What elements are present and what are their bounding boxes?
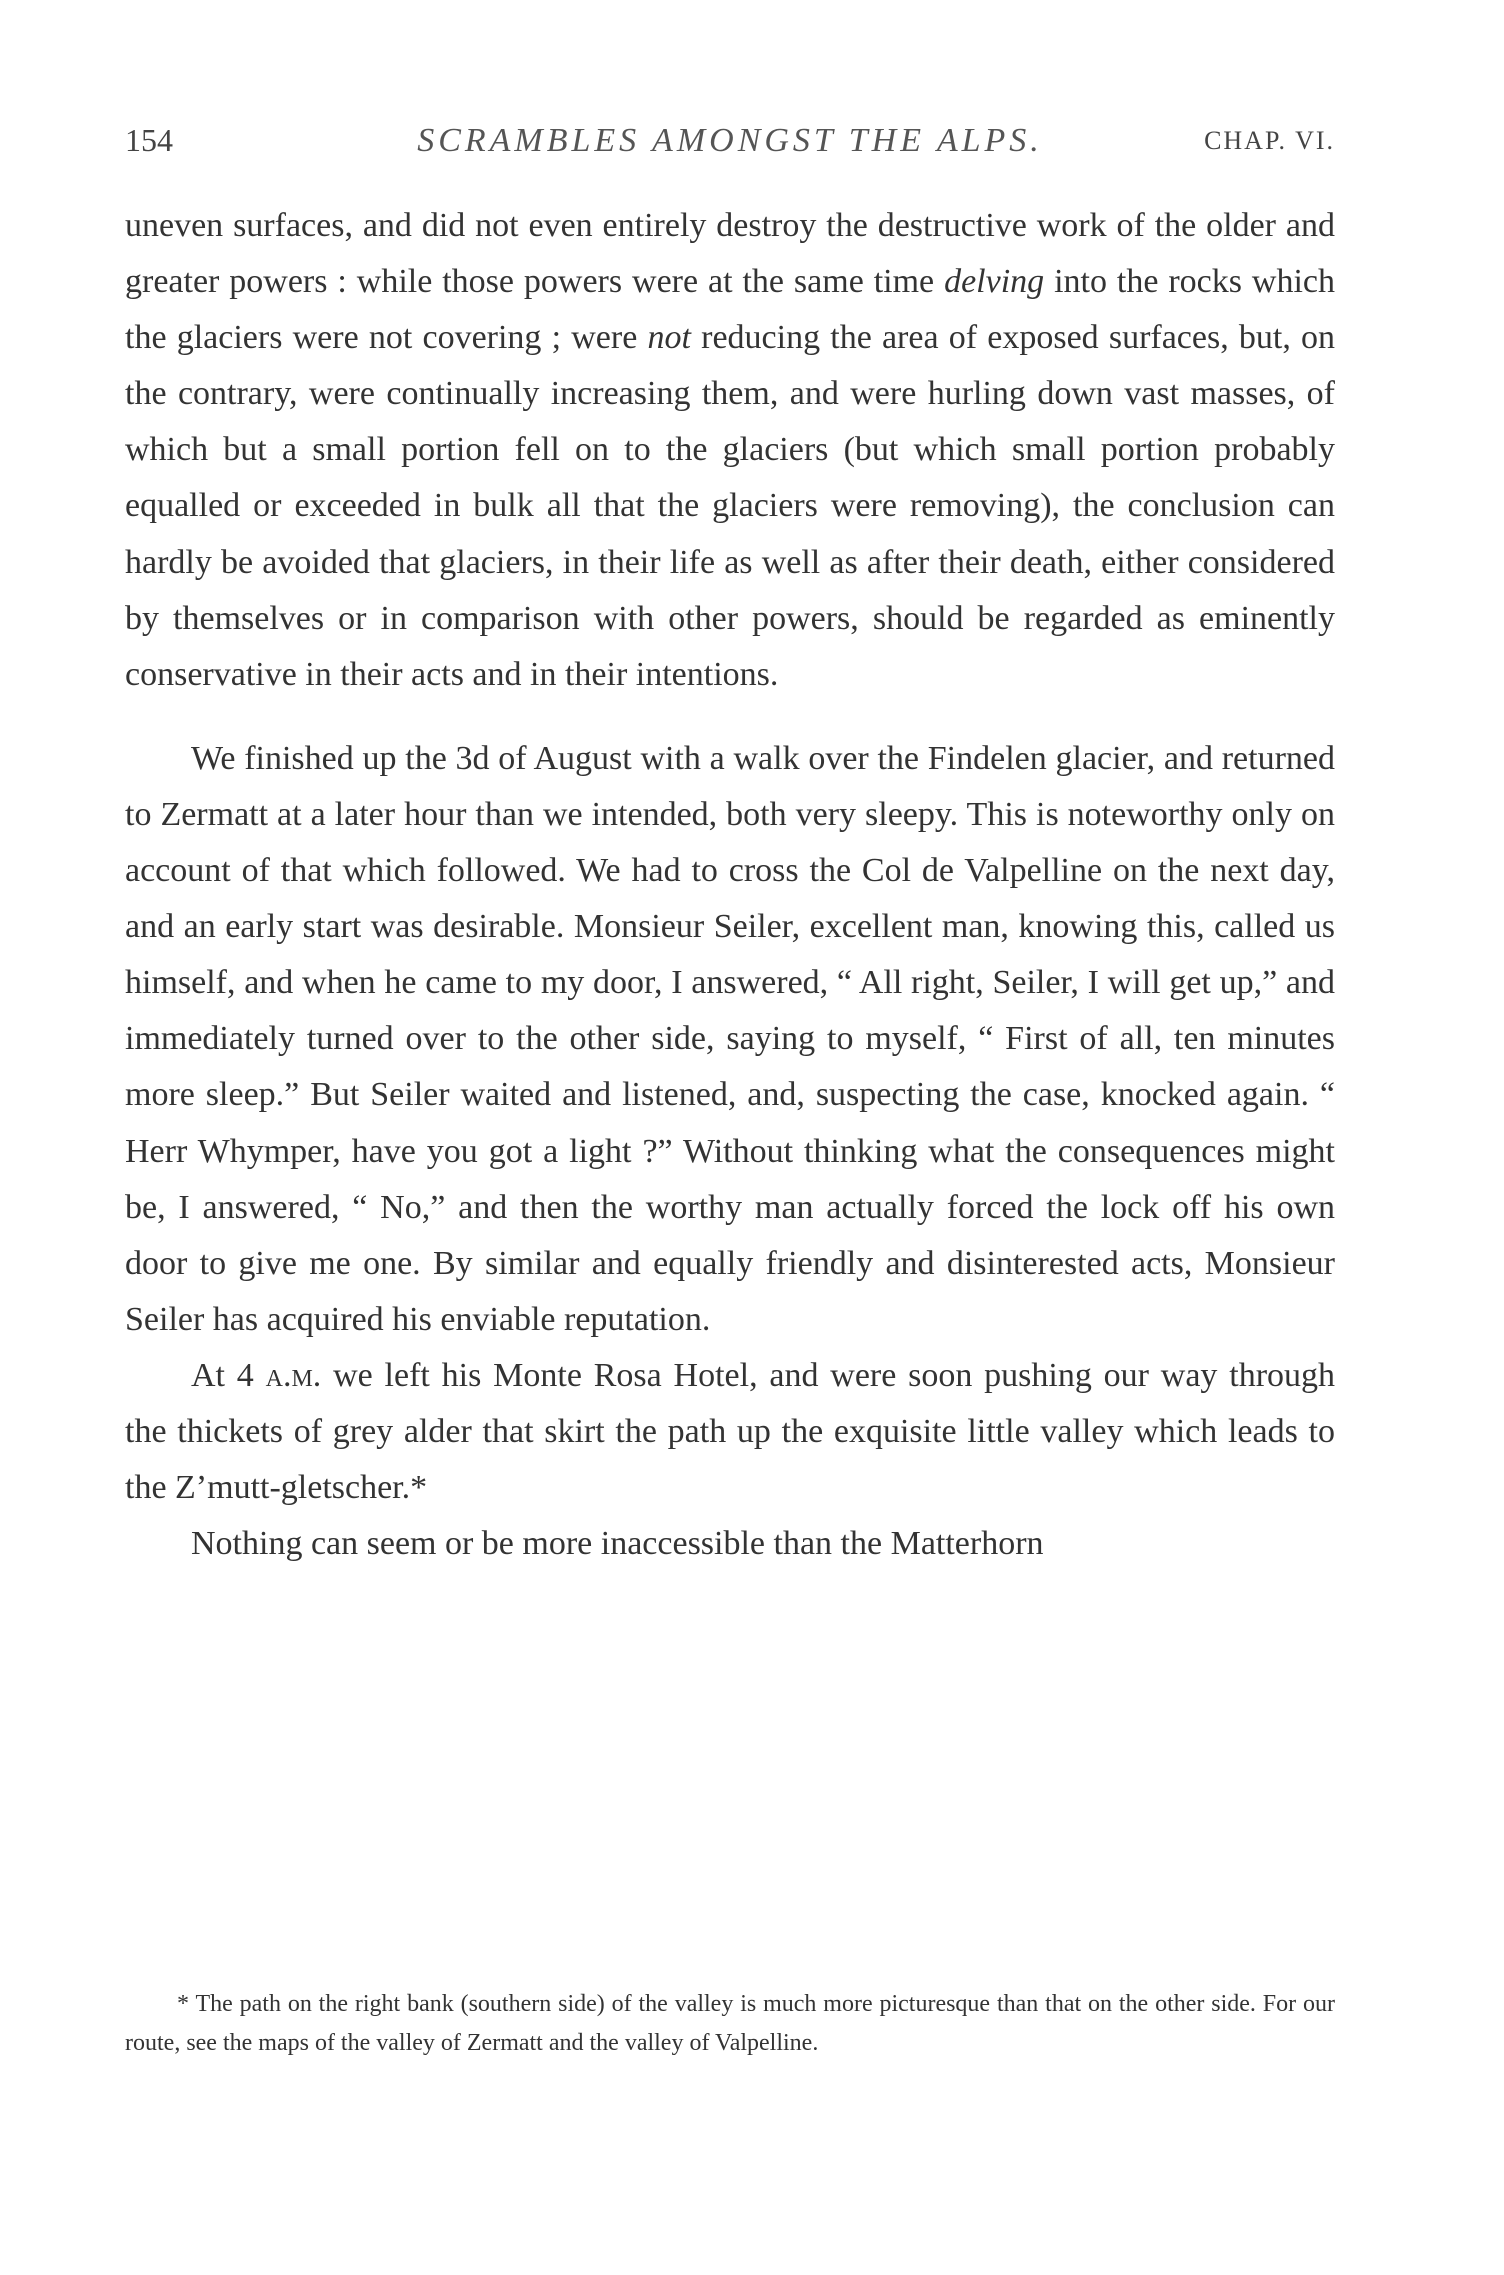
paragraph-1-text-a: uneven surfaces, and did not even entirely destroy the destructive work of the older and greater powers : while those powers were at the same time — [125, 207, 1335, 301]
emphasis-not: not — [647, 319, 691, 357]
running-head — [125, 122, 1335, 172]
emphasis-delving: delving — [944, 263, 1045, 301]
footnote — [125, 1985, 1335, 2063]
time-am: a.m. — [265, 1356, 322, 1394]
paragraph-3 — [125, 1348, 1335, 1516]
paragraph-1-text-b: into the rocks which the glaciers were not covering ; were — [125, 263, 1336, 357]
paragraph-4: Nothing can seem or be more inaccessible than the Matterhorn — [191, 1525, 1044, 1563]
paragraph-2: We finished up the 3d of August with a walk over the Findelen glacier, and returned to Zermatt at a later hour than we intended, both very sleepy. This is noteworthy only on account of that which followed. We had to cross the Col de Valpelline on the next day, and an early start was desirable. Monsieur Seiler, excellent man, knowing this, called us himself, and when he came to my door, I answered, “ All right, Seiler, I will get up,” and immediately turned over to the other side, saying to myself, “ First of all, ten minutes more sleep.” But Seiler waited and listened, and, suspecting the case, knocked again. “ Herr Whymper, have you got a light ?” Without thinking what the consequences might be, I answered, “ No,” and then the worthy man actually forced the lock off his own door to give me one. By similar and equally friendly and disinterested acts, Monsieur Seiler has acquired his enviable reputation. — [125, 739, 1335, 1338]
chapter-label: CHAP. VI. — [1204, 126, 1335, 155]
body-text — [125, 198, 1335, 1572]
paragraph-3-text-b: we left his Monte Rosa Hotel, and were soon pushing our way through the thickets of grey alder that skirt the path up the exquisite little valley which leads to the Z’mutt-gletscher.* — [125, 1356, 1336, 1507]
paragraph-1 — [125, 198, 1335, 703]
page-number: 154 — [125, 122, 173, 158]
running-title: SCRAMBLES AMONGST THE ALPS. — [417, 122, 1043, 159]
paragraph-1-text-c: reducing the area of exposed surfaces, but, on the contrary, were continually increasing them, and were hurling down vast masses, of which but a small portion fell on to the glaciers (but which small portion probably equalled or exceeded in bulk all that the glaciers were removing), the conclusion can hardly be avoided that glaciers, in their life as well as after their death, either considered by themselves or in comparison with other powers, should be regarded as eminently conservative in their acts and in their intentions. — [125, 319, 1336, 693]
footnote-text: * The path on the right bank (southern side) of the valley is much more picturesque than that on the other side. For our route, see the maps of the valley of Zermatt and the valley of Valpelline. — [125, 1991, 1335, 2056]
paragraph-3-text-a: At 4 — [191, 1356, 254, 1394]
